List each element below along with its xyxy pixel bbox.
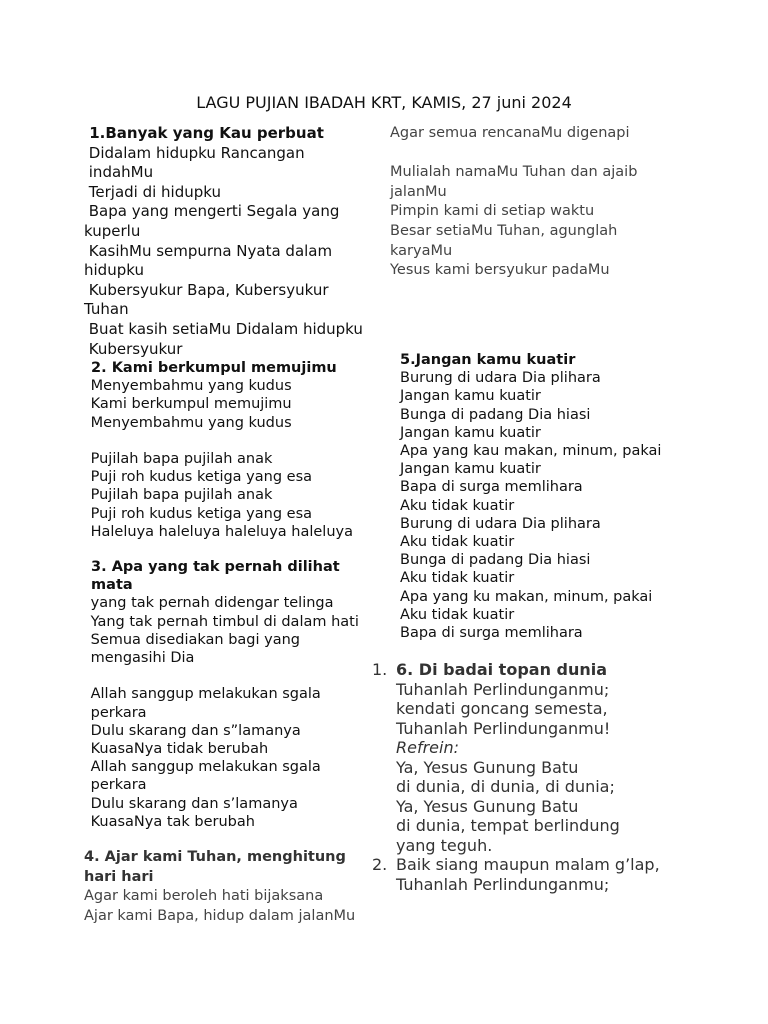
song-line: Agar kami beroleh hati bijaksana [84,888,324,904]
song-line: perkara [86,777,147,794]
song-line: Puji roh kudus ketiga yang esa [86,469,313,486]
song-line: Besar setiaMu Tuhan, agunglah [390,222,618,239]
song-6 [396,660,660,894]
song-line: kendati goncang semesta, [396,699,608,718]
song-2-title: . Kami berkumpul memujimu [101,360,337,376]
song-line: Dulu skarang dan s’lamanya [86,795,298,812]
song-line [86,432,353,450]
song-line: KasihMu sempurna Nyata dalam [84,241,333,260]
song-line: indahMu [84,163,154,182]
song-line: Jangan kamu kuatir [400,424,541,441]
song-line: Bapa di surga memlihara [400,479,583,496]
song-line: Tuhanlah Perlindunganmu; [396,874,610,894]
song-line: Buat kasih setiaMu Didalam hidupku [84,319,363,338]
song-line: yang teguh. [396,835,493,855]
song-4-heading-cont: hari hari [84,868,154,885]
song-line: Terjadi di hidupku [84,182,222,201]
song-line: Yesus kami bersyukur padaMu [390,262,610,279]
song-line: Aku tidak kuatir [400,570,515,587]
song-line: Bapa yang mengerti Segala yang [84,202,340,221]
song-line [390,144,637,164]
song-line: KuasaNya tak berubah [86,813,255,830]
song-line: Kami berkumpul memujimu [86,396,292,413]
song-line: Didalam hidupku Rancangan [84,143,305,162]
song-line: Menyembahmu yang kudus [86,378,292,395]
song-line: Dulu skarang dan s”lamanya [86,722,301,739]
song-5 [400,351,661,642]
song-line: di dunia, di dunia, di dunia; [396,777,615,796]
song-line: Apa yang kau makan, minum, pakai [400,443,662,460]
song-line: Agar semua rencanaMu digenapi [390,125,630,141]
song-6-heading: 6. Di badai topan dunia [396,660,608,679]
song-line: Apa yang ku makan, minum, pakai [400,588,653,605]
song-line: Aku tidak kuatir [400,534,515,551]
song-line: Bunga di padang Dia hiasi [400,406,591,423]
song-line: Tuhanlah Perlindunganmu! [396,718,611,738]
song-line: Puji roh kudus ketiga yang esa [86,505,313,522]
song-line: Ajar kami Bapa, hidup dalam jalanMu [84,907,356,924]
song-line: Burung di udara Dia plihara [400,370,601,387]
song-line: Jangan kamu kuatir [400,388,541,405]
song-line [86,667,359,685]
song-4-continued [390,124,637,281]
list-marker-2: 2. [372,855,388,874]
song-line: Haleluya haleluya haleluya haleluya [86,523,353,540]
song-2-number: 2 [86,360,102,376]
song-line: Semua disediakan bagi yang [86,631,300,648]
song-1-heading: 1.Banyak yang Kau perbuat [84,124,324,142]
song-line: jalanMu [390,183,447,200]
page-title: LAGU PUJIAN IBADAH KRT, KAMIS, 27 juni 2024 [196,93,572,112]
song-line: Tuhan [84,300,129,319]
song-3 [86,558,359,831]
song-line: mengasihi Dia [86,650,195,667]
song-5-heading: 5.Jangan kamu kuatir [400,352,576,368]
song-line: Pimpin kami di setiap waktu [390,203,595,220]
song-line: Mulialah namaMu Tuhan dan ajaib [390,164,638,181]
song-line: Pujilah bapa pujilah anak [86,487,273,504]
song-2-heading [86,359,353,377]
song-line: hidupku [84,261,144,280]
song-line: yang tak pernah didengar telinga [86,595,334,612]
song-2 [86,359,353,541]
song-4 [84,848,355,926]
song-4-heading: 4. Ajar kami Tuhan, menghitung [84,849,346,865]
song-3-heading: 3. Apa yang tak pernah dilihat [86,559,340,575]
song-line: Pujilah bapa pujilah anak [86,451,273,468]
song-line: Allah sanggup melakukan sgala [86,759,321,776]
song-line: di dunia, tempat berlindung [396,816,620,835]
song-line: kuperlu [84,221,141,240]
song-line: Jangan kamu kuatir [400,461,541,478]
song-line: Kubersyukur [84,339,183,358]
list-marker-1: 1. [372,660,388,679]
song-line: Allah sanggup melakukan sgala [86,686,321,703]
song-line: Baik siang maupun malam g’lap, [396,855,660,874]
refrain-label: Refrein: [396,738,459,757]
song-line: Burung di udara Dia plihara [400,515,601,532]
song-line: Yang tak pernah timbul di dalam hati [86,613,359,630]
song-line: Kubersyukur Bapa, Kubersyukur [84,280,329,299]
song-3-heading-cont: mata [86,577,133,594]
song-line: Ya, Yesus Gunung Batu [396,796,579,816]
song-line: Ya, Yesus Gunung Batu [396,757,579,777]
song-line: Aku tidak kuatir [400,497,515,514]
song-line: KuasaNya tidak berubah [86,741,269,758]
song-1 [84,124,363,359]
song-line: perkara [86,704,147,721]
song-line: Aku tidak kuatir [400,606,515,623]
song-line: Bunga di padang Dia hiasi [400,552,591,569]
song-line: Tuhanlah Perlindunganmu; [396,679,610,699]
song-line: Bapa di surga memlihara [400,625,583,642]
song-line: Menyembahmu yang kudus [86,414,292,431]
song-line: karyaMu [390,242,453,259]
